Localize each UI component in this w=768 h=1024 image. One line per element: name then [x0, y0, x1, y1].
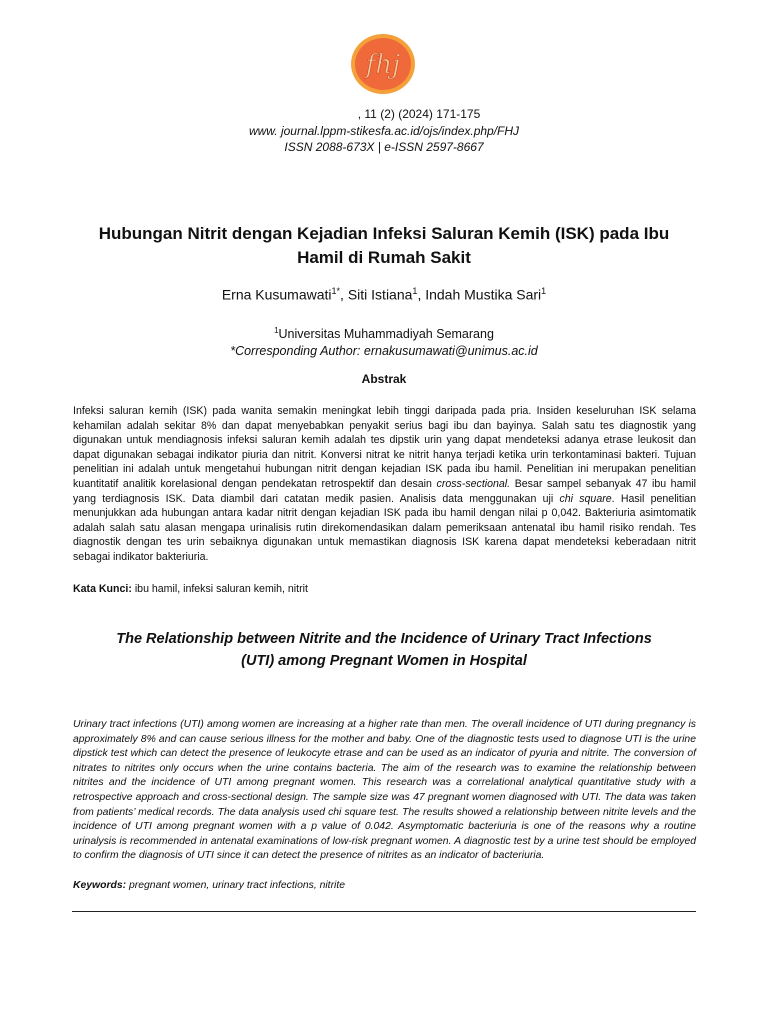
- author-name: Siti Istiana: [347, 286, 413, 303]
- affiliation-mark: 1: [274, 326, 279, 335]
- corresponding-prefix: *Corresponding Author:: [230, 344, 364, 359]
- english-title-line1: The Relationship between Nitrite and the Incidence of Urinary Tract Infections: [116, 631, 652, 647]
- keywords-indonesian: [73, 583, 696, 595]
- abstract-text: Besar sampel sebanyak 47 ibu hamil yang terdiagnosis ISK. Data diambil dari catatan medik pasien. Analisis data menggunakan uji: [73, 477, 696, 505]
- abstract-italic-term: chi square: [559, 492, 612, 505]
- abstract-text: . Hasil penelitian menunjukkan ada hubungan antara kadar nitrit dengan kejadian ISK pada ibu hamil dengan nilai p 0,042. Bakteriuria asimtomatik adalah salah satu alasan mengapa urinalisis rutin direkomendasikan dalam pemeriksaan antenatal ibu hamil risiko rendah. Tes diagnostik dengan tes urin sebaiknya digunakan untuk memastikan diagnosis ISK karena dapat mendeteksi keberadaan nitrit sebagai indikator bakteriuria.: [73, 492, 696, 563]
- keywords-label: Kata Kunci:: [73, 583, 132, 595]
- keywords-text: pregnant women, urinary tract infections, nitrite: [126, 880, 346, 891]
- keywords-english: [73, 880, 696, 891]
- affiliation-block: [0, 322, 768, 360]
- author-affiliation-mark: 1*: [331, 286, 341, 296]
- abstract-text: Infeksi saluran kemih (ISK) pada wanita semakin meningkat lebih tinggi daripada pada pria. Insiden keseluruhan ISK selama kehamilan adalah sekitar 8% dan dapat menyebabkan penyakit serius bagi ibu dan bayinya. Salah satu tes diagnostik yang digunakan untuk mendiagnosis infeksi saluran kemih adalah tes dipstik urin yang dapat mendeteksi adanya etrase leukosit dan dapat digunakan sebagai indikator piuria dan nitrit. Konversi nitrat ke nitrit hanya terjadi ketika urin terkontaminasi bakteri. Tujuan penelitian ini adalah untuk mengetahui hubungan nitrit dengan kejadian ISK pada ibu hamil. Penelitian ini merupakan penelitian kuantitatif analitik korelasional dengan pendekatan retrospektif dan desain: [73, 405, 696, 490]
- journal-logo: [350, 33, 416, 95]
- corresponding-author: [0, 343, 768, 360]
- journal-citation: , 11 (2) (2024) 171-175: [357, 107, 481, 121]
- author-affiliation-mark: 1: [412, 286, 418, 296]
- article-title: [60, 222, 708, 270]
- abstract-italic-term: cross-sectional.: [436, 477, 511, 490]
- author-name: Indah Mustika Sari: [425, 286, 542, 303]
- author-separator: ,: [340, 286, 348, 303]
- article-title-line2: Hamil di Rumah Sakit: [297, 248, 471, 267]
- logo-text: fhj: [365, 50, 401, 80]
- corresponding-email[interactable]: ernakusumawati@unimus.ac.id: [363, 344, 538, 359]
- journal-issn: ISSN 2088-673X | e-ISSN 2597-8667: [284, 140, 484, 154]
- english-title: [60, 628, 708, 672]
- section-divider: [72, 911, 696, 912]
- author-list: [0, 286, 768, 303]
- author-affiliation-mark: 1: [541, 286, 547, 296]
- journal-url[interactable]: www. journal.lppm-stikesfa.ac.id/ojs/index.php/FHJ: [248, 124, 520, 138]
- keywords-label: Keywords:: [73, 880, 127, 891]
- affiliation-line: [0, 322, 768, 343]
- article-title-line1: Hubungan Nitrit dengan Kejadian Infeksi Saluran Kemih (ISK) pada Ibu: [98, 224, 670, 243]
- english-title-line2: (UTI) among Pregnant Women in Hospital: [241, 653, 527, 669]
- author-separator: ,: [417, 286, 426, 303]
- keywords-text: ibu hamil, infeksi saluran kemih, nitrit: [131, 583, 308, 595]
- author-name: Erna Kusumawati: [221, 286, 332, 303]
- abstract-heading: Abstrak: [361, 372, 407, 386]
- abstract-english: Urinary tract infections (UTI) among women are increasing at a higher rate than men. The overall incidence of UTI during pregnancy is approximately 8% and can cause serious illness for the mother and baby. One of the diagnostic tests used to diagnose UTI is the urine dipstick test which can detect the presence of leukocyte etrase and can be used as an indicator of pyuria and nitrite. The conversion of nitrates to nitrites only occurs when the urine contains bacteria. The aim of the research was to examine the relationship between nitrites and the incidence of UTI among pregnant women. This research was a correlational analytical quantitative study with a retrospective approach and cross-sectional design. The sample size was 47 pregnant women diagnosed with UTI. The data was taken from patients’ medical records. The data analysis used chi square test. The results showed a relationship between nitrite levels and the incidence of UTI among pregnant women with a p value of 0.042. Asymptomatic bacteriuria is one of the reasons why a routine urinalysis is recommended in antenatal examinations of low-risk pregnant women. A diagnostic test by a urine test should be employed to confirm the diagnosis of UTI since it can detect the presence of nitrites as an indicator of bacteriuria.: [73, 719, 696, 862]
- abstract-indonesian: [73, 404, 696, 565]
- affiliation-name: Universitas Muhammadiyah Semarang: [278, 327, 494, 342]
